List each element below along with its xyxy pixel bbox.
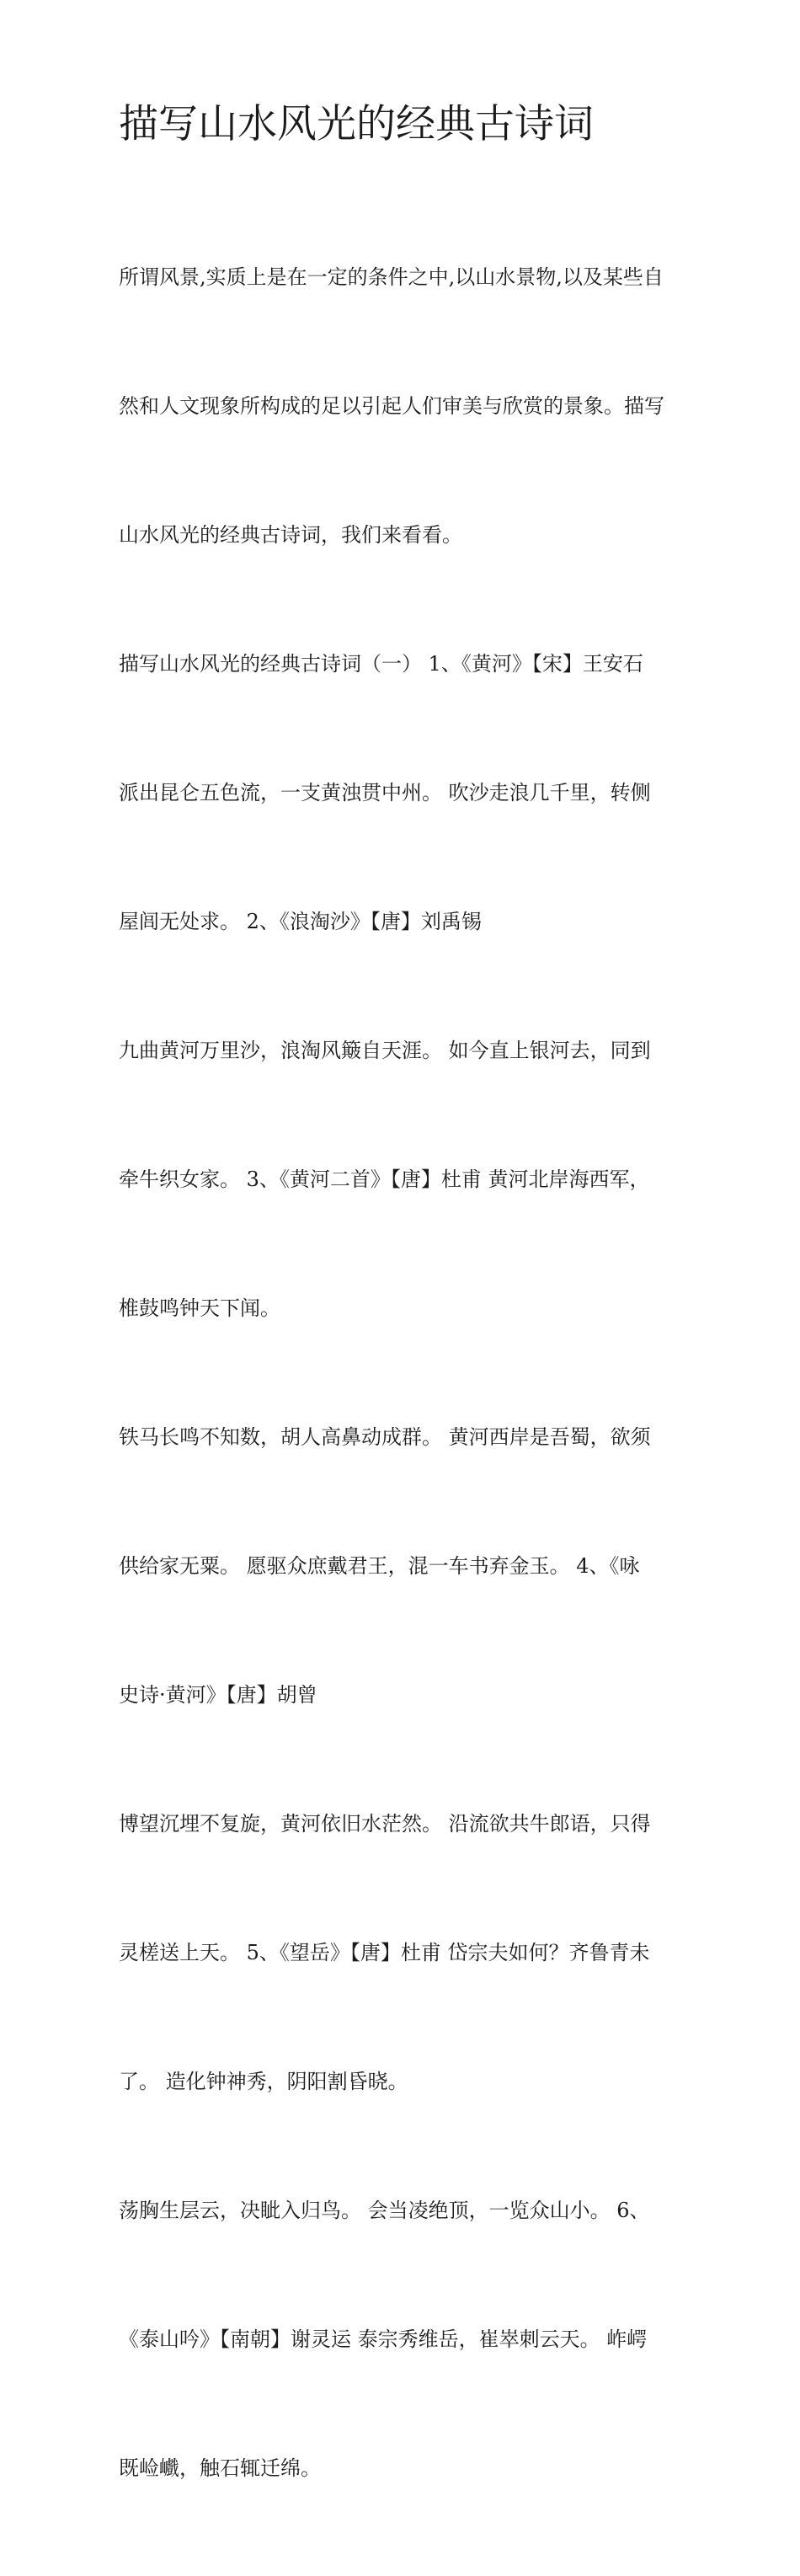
text-line: 《泰山吟》【南朝】谢灵运 泰宗秀维岳，崔崒刺云天。 岞崿 [119,2327,648,2351]
text-line: 铁马长鸣不知数，胡人高鼻动成群。 黄河西岸是吾蜀，欲须 [119,1425,651,1449]
text-line: 山水风光的经典古诗词，我们来看看。 [119,523,462,547]
text-line: 了。 造化钟神秀，阴阳割昏晓。 [119,2070,408,2093]
text-line: 灵槎送上天。 5、《望岳》【唐】杜甫 岱宗夫如何？齐鲁青未 [119,1941,650,1964]
text-line: 椎鼓鸣钟天下闻。 [119,1296,280,1320]
text-line: 派出昆仑五色流，一支黄浊贯中州。 吹沙走浪几千里，转侧 [119,781,651,804]
text-line: 屋闾无处求。 2、《浪淘沙》【唐】刘禹锡 [119,910,482,933]
text-line: 然和人文现象所构成的足以引起人们审美与欣赏的景象。描写 [119,394,664,418]
text-line: 供给家无粟。 愿驱众庶戴君王，混一车书弃金玉。 4、《咏 [119,1554,640,1578]
text-line: 博望沉埋不复旋，黄河依旧水茫然。 沿流欲共牛郎语，只得 [119,1812,651,1836]
text-line: 既崄巇，触石辄迁绵。 [119,2456,321,2480]
text-line: 所谓风景,实质上是在一定的条件之中,以山水景物,以及某些自 [119,265,664,289]
text-line: 史诗·黄河》【唐】胡曾 [119,1683,317,1707]
page-title: 描写山水风光的经典古诗词 [119,101,594,147]
text-line: 荡胸生层云，决眦入归鸟。 会当凌绝顶，一览众山小。 6、 [119,2199,650,2222]
text-line: 九曲黄河万里沙，浪淘风簸自天涯。 如今直上银河去，同到 [119,1039,651,1062]
document-page [119,99,691,2576]
text-line: 牵牛织女家。 3、《黄河二首》【唐】杜甫 黄河北岸海西军， [119,1168,650,1191]
text-line: 描写山水风光的经典古诗词（一） 1、《黄河》【宋】王安石 [119,652,643,676]
document-body [119,170,691,2576]
